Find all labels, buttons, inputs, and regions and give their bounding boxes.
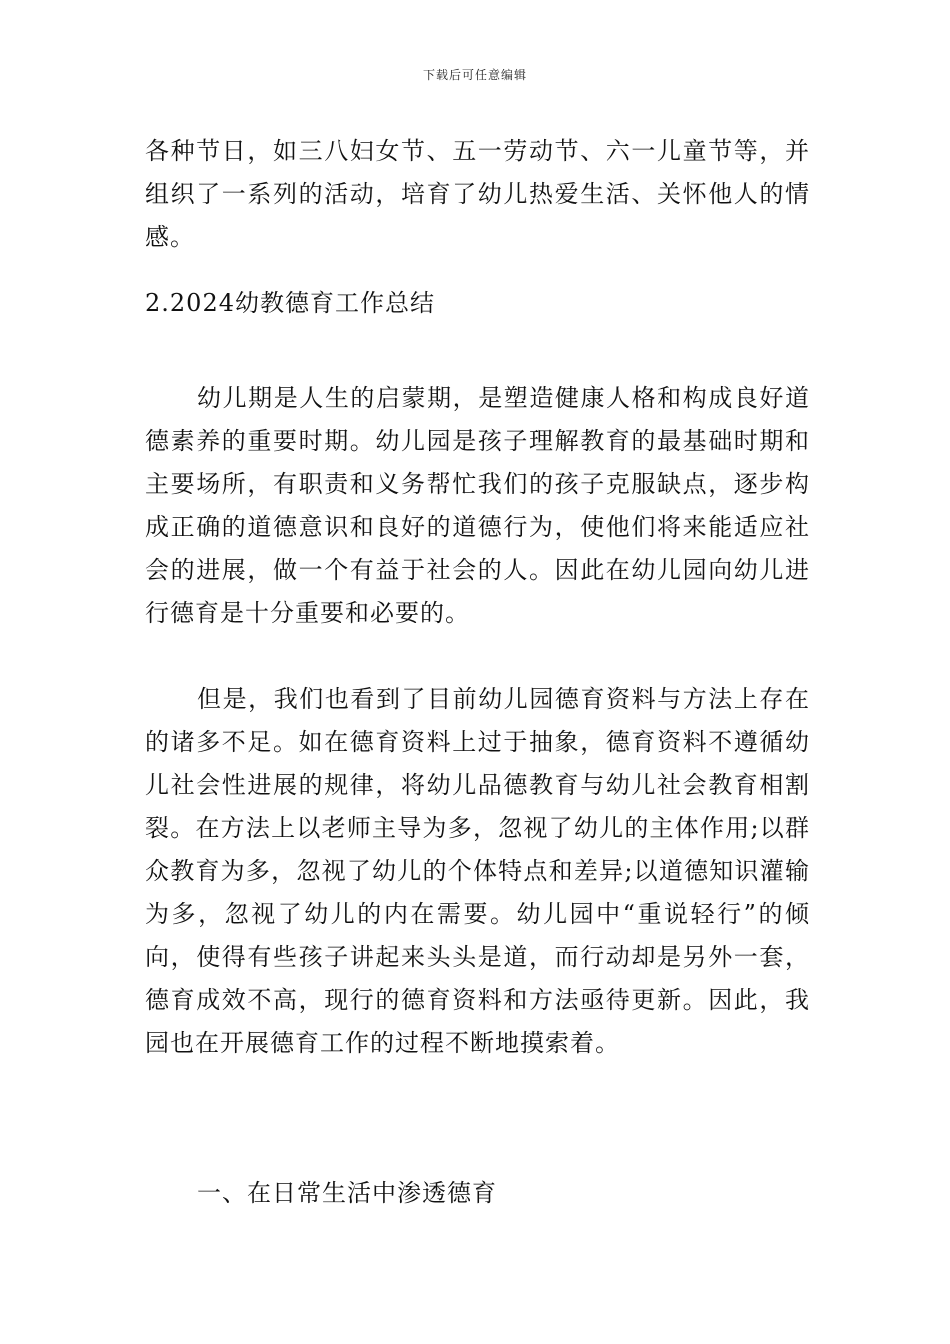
paragraph-1: 幼儿期是人生的启蒙期，是塑造健康人格和构成良好道德素养的重要时期。幼儿园是孩子理解教育的最基础时期和主要场所，有职责和义务帮忙我们的孩子克服缺点，逐步构成正确的道德意识和良好的道德行为，使他们将来能适应社会的进展，做一个有益于社会的人。因此在幼儿园向幼儿进行德育是十分重要和必要的。 <box>145 384 810 627</box>
paragraph-2: 但是，我们也看到了目前幼儿园德育资料与方法上存在的诸多不足。如在德育资料上过于抽象，德育资料不遵循幼儿社会性进展的规律，将幼儿品德教育与幼儿社会教育相割裂。在方法上以老师主导为多，忽视了幼儿的主体作用;以群众教育为多，忽视了幼儿的个体特点和差异;以道德知识灌输为多，忽视了幼儿的内在需要。幼儿园中“重说轻行”的倾向，使得有些孩子讲起来头头是道，而行动却是另外一套，德育成效不高，现行的德育资料和方法亟待更新。因此，我园也在开展德育工作的过程不断地摸索着。 <box>145 685 810 1057</box>
subheading-daily-life: 一、在日常生活中渗透德育 <box>197 1179 497 1207</box>
section-heading: 2.2024幼教德育工作总结 <box>145 289 435 317</box>
intro-paragraph: 各种节日，如三八妇女节、五一劳动节、六一儿童节等，并组织了一系列的活动，培育了幼儿热爱生活、关怀他人的情感。 <box>145 137 810 251</box>
header-note: 下载后可任意编辑 <box>422 68 527 82</box>
